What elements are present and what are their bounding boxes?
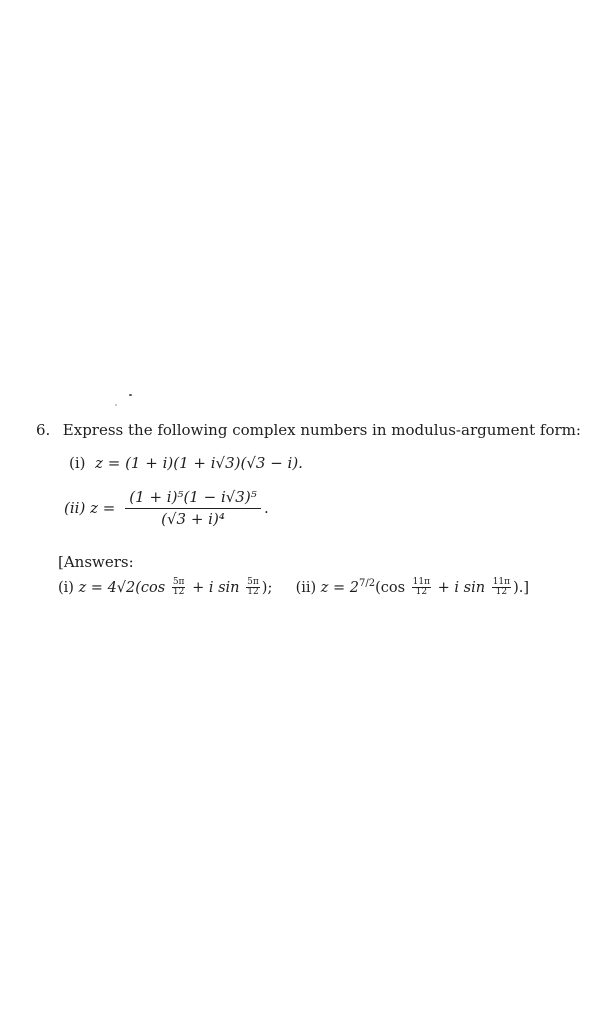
answers-line <box>58 578 578 597</box>
angle-denominator: 12 <box>247 587 259 597</box>
part-i-label: (i) <box>69 454 86 472</box>
angle-denominator: 12 <box>415 587 428 597</box>
answer-ii-cos: (cos <box>375 579 406 596</box>
question-number: 6. <box>36 421 51 439</box>
problem-6 <box>36 420 581 440</box>
part-i-expression: z = (1 + i)(1 + i√3)(√3 − i). <box>95 454 303 472</box>
angle-numerator: 5π <box>172 577 185 587</box>
part-ii-fraction <box>124 487 262 530</box>
answer-i-label: (i) <box>58 579 74 596</box>
angle-numerator: 5π <box>247 577 259 587</box>
answer-ii-label: (ii) <box>295 579 317 596</box>
angle-numerator: 11π <box>412 577 431 587</box>
answer-ii-angle <box>412 578 431 597</box>
answers-heading: [Answers: <box>58 553 134 571</box>
answer-i-tail: ); <box>261 579 273 596</box>
answer-ii-tail: ).] <box>513 579 529 596</box>
angle-numerator: 11π <box>492 577 511 587</box>
answer-i-lead: z = 4√2(cos <box>78 579 166 596</box>
answer-ii <box>295 577 529 597</box>
answer-ii-exponent: 7/2 <box>359 577 376 589</box>
answer-i-angle <box>172 578 186 597</box>
part-ii-label: (ii) z = <box>64 499 116 517</box>
answer-ii-mid: + i sin <box>437 579 486 596</box>
fraction-numerator: (1 + i)⁵(1 − i√3)⁵ <box>129 488 257 506</box>
answer-ii-lead: z = 2 <box>320 579 359 596</box>
problem-header <box>36 420 581 440</box>
part-i <box>69 454 303 472</box>
fraction-denominator: (√3 + i)⁴ <box>161 510 225 528</box>
scan-speck <box>129 394 132 396</box>
scan-speck <box>115 404 117 406</box>
angle-denominator: 12 <box>172 587 185 597</box>
question-instruction: Express the following complex numbers in modulus-argument form: <box>62 421 581 439</box>
answer-ii-angle-2 <box>492 578 511 597</box>
answer-i <box>58 577 277 597</box>
part-ii-end: . <box>264 499 269 517</box>
angle-denominator: 12 <box>495 587 508 597</box>
answer-i-angle-2 <box>246 578 260 597</box>
answer-i-mid: + i sin <box>192 579 240 596</box>
